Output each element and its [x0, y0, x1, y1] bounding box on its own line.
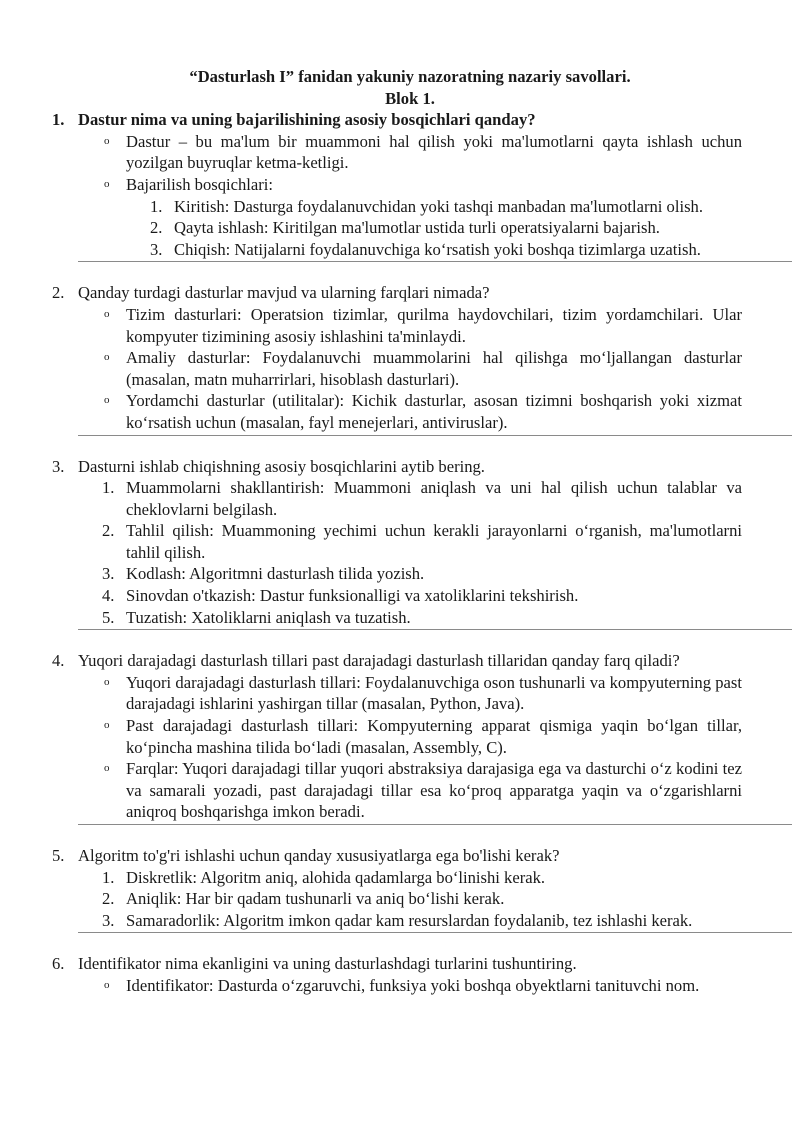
step-number: 2. [102, 889, 115, 909]
step-number: 2. [150, 218, 163, 238]
question-text: Dastur nima va uning bajarilishining asosiy bosqichlari qanday? [78, 110, 536, 130]
section-divider [78, 932, 792, 933]
bullet-text: Tizim dasturlari: Operatsion tizimlar, qurilma haydovchilari, tizim yordamchilari. Ular kompyuter tizimining asosiy ishlashini ta'minlaydi. [126, 304, 742, 346]
question-6 [52, 953, 742, 975]
section-divider [78, 435, 792, 436]
step-number: 3. [102, 910, 115, 930]
bullet-text: Past darajadagi dasturlash tillari: Kompyuterning apparat qismiga yaqin boʻlgan tillar, koʻpincha mashina tilida boʻladi (masalan, Assembly, C). [126, 716, 742, 757]
numbered-step [102, 477, 742, 520]
numbered-step [150, 239, 742, 261]
bullet-marker: o [104, 134, 110, 147]
question-number: 5. [52, 846, 65, 865]
question-3 [52, 456, 742, 478]
bullet-marker: o [104, 307, 110, 320]
bullet-text: Dastur – bu ma'lum bir muammoni hal qilish yoki ma'lumotlarni qayta ishlash uchun yozilgan buyruqlar ketma-ketligi. [126, 131, 742, 173]
section-divider [78, 261, 792, 262]
numbered-step [102, 910, 742, 932]
bullet-item [104, 672, 742, 715]
question-number: 1. [52, 110, 65, 130]
step-number: 1. [150, 196, 163, 216]
step-text: Sinovdan o'tkazish: Dastur funksionalligi va xatoliklarini tekshirish. [126, 586, 579, 606]
question-5 [52, 845, 742, 867]
numbered-step [150, 217, 742, 239]
question-1 [52, 109, 742, 131]
question-number: 4. [52, 651, 65, 671]
bullet-item [104, 715, 742, 758]
question-4 [52, 650, 742, 672]
bullet-marker: o [104, 177, 110, 190]
question-number: 3. [52, 456, 65, 476]
section-divider [78, 629, 792, 630]
step-text: Kodlash: Algoritmni dasturlash tilida yozish. [126, 564, 425, 584]
step-text: Qayta ishlash: Kiritilgan ma'lumotlar ustida turli operatsiyalarni bajarish. [174, 218, 660, 238]
bullet-text: Farqlar: Yuqori darajadagi tillar yuqori abstraksiya darajasiga ega va dasturchi oʻz kodini tez va samarali yozadi, past darajadagi tillar esa koʻproq apparatga yaqin va oʻzgarishlarni aniqroq boshqarishga imkon beradi. [126, 759, 742, 822]
step-number: 1. [102, 867, 115, 887]
step-text: Samaradorlik: Algoritm imkon qadar kam resurslardan foydalanib, tez ishlashi kerak. [126, 910, 693, 930]
bullet-item [104, 390, 742, 433]
question-2 [52, 282, 742, 304]
bullet-text: Bajarilish bosqichlari: [126, 174, 274, 194]
bullet-text: Yuqori darajadagi dasturlash tillari: Foydalanuvchiga oson tushunarli va kompyuterning past darajadagi ishlarini yashirgan tillar (masalan, Python, Java). [126, 672, 742, 714]
bullet-item [104, 131, 742, 174]
step-text: Tahlil qilish: Muammoning yechimi uchun kerakli jarayonlarni oʻrganish, ma'lumotlarni tahlil qilish. [126, 521, 742, 562]
step-text: Muammolarni shakllantirish: Muammoni aniqlash va uni hal qilish uchun talablar va cheklovlarni belgilash. [126, 478, 742, 519]
numbered-step [102, 585, 742, 607]
numbered-step [102, 563, 742, 585]
step-number: 2. [102, 521, 115, 541]
bullet-item [104, 304, 742, 347]
document-title: “Dasturlash I” fanidan yakuniy nazoratning nazariy savollari. [189, 67, 631, 86]
question-text: Yuqori darajadagi dasturlash tillari past darajadagi dasturlash tillaridan qanday farq qiladi? [78, 651, 680, 671]
bullet-marker: o [104, 978, 110, 991]
step-number: 1. [102, 478, 115, 498]
bullet-marker: o [104, 719, 110, 732]
bullet-text: Identifikator: Dasturda oʻzgaruvchi, funksiya yoki boshqa obyektlarni tanituvchi nom. [126, 975, 700, 995]
question-text: Identifikator nima ekanligini va uning dasturlashdagi turlarini tushuntiring. [78, 954, 577, 974]
numbered-step [102, 867, 742, 889]
question-number: 6. [52, 954, 65, 974]
bullet-marker: o [104, 351, 110, 364]
step-text: Tuzatish: Xatoliklarni aniqlash va tuzatish. [126, 607, 411, 627]
step-text: Aniqlik: Har bir qadam tushunarli va aniq boʻlishi kerak. [126, 889, 505, 909]
section-divider [78, 824, 792, 825]
bullet-marker: o [104, 675, 110, 688]
step-text: Chiqish: Natijalarni foydalanuvchiga koʻrsatish yoki boshqa tizimlarga uzatish. [174, 239, 701, 259]
bullet-text: Amaliy dasturlar: Foydalanuvchi muammolarini hal qilishga moʻljallangan dasturlar (masalan, matn muharrirlari, hisoblash dasturlari). [126, 348, 742, 389]
numbered-step [102, 520, 742, 563]
question-number: 2. [52, 283, 65, 303]
step-number: 5. [102, 607, 115, 627]
step-number: 4. [102, 586, 115, 606]
question-text: Dasturni ishlab chiqishning asosiy bosqichlarini aytib bering. [78, 456, 485, 476]
step-number: 3. [102, 564, 115, 584]
numbered-step [102, 888, 742, 910]
bullet-text: Yordamchi dasturlar (utilitalar): Kichik dasturlar, asosan tizimni boshqarish yoki xizmat koʻrsatish uchun (masalan, fayl menejerlari, antiviruslar). [126, 391, 742, 432]
step-text: Diskretlik: Algoritm aniq, alohida qadamlarga boʻlinishi kerak. [126, 867, 546, 887]
block-heading: Blok 1. [385, 88, 435, 108]
numbered-step [102, 607, 742, 629]
numbered-step [150, 196, 742, 218]
bullet-item [104, 174, 742, 196]
bullet-marker: o [104, 394, 110, 407]
step-number: 3. [150, 239, 163, 259]
bullet-item [104, 347, 742, 390]
step-text: Kiritish: Dasturga foydalanuvchidan yoki tashqi manbadan ma'lumotlarni olish. [174, 196, 703, 216]
bullet-marker: o [104, 762, 110, 775]
bullet-item [104, 758, 742, 823]
question-text: Algoritm to'g'ri ishlashi uchun qanday xususiyatlarga ega bo'lishi kerak? [78, 846, 560, 865]
question-text: Qanday turdagi dasturlar mavjud va ularning farqlari nimada? [78, 283, 490, 303]
bullet-item [104, 975, 742, 997]
